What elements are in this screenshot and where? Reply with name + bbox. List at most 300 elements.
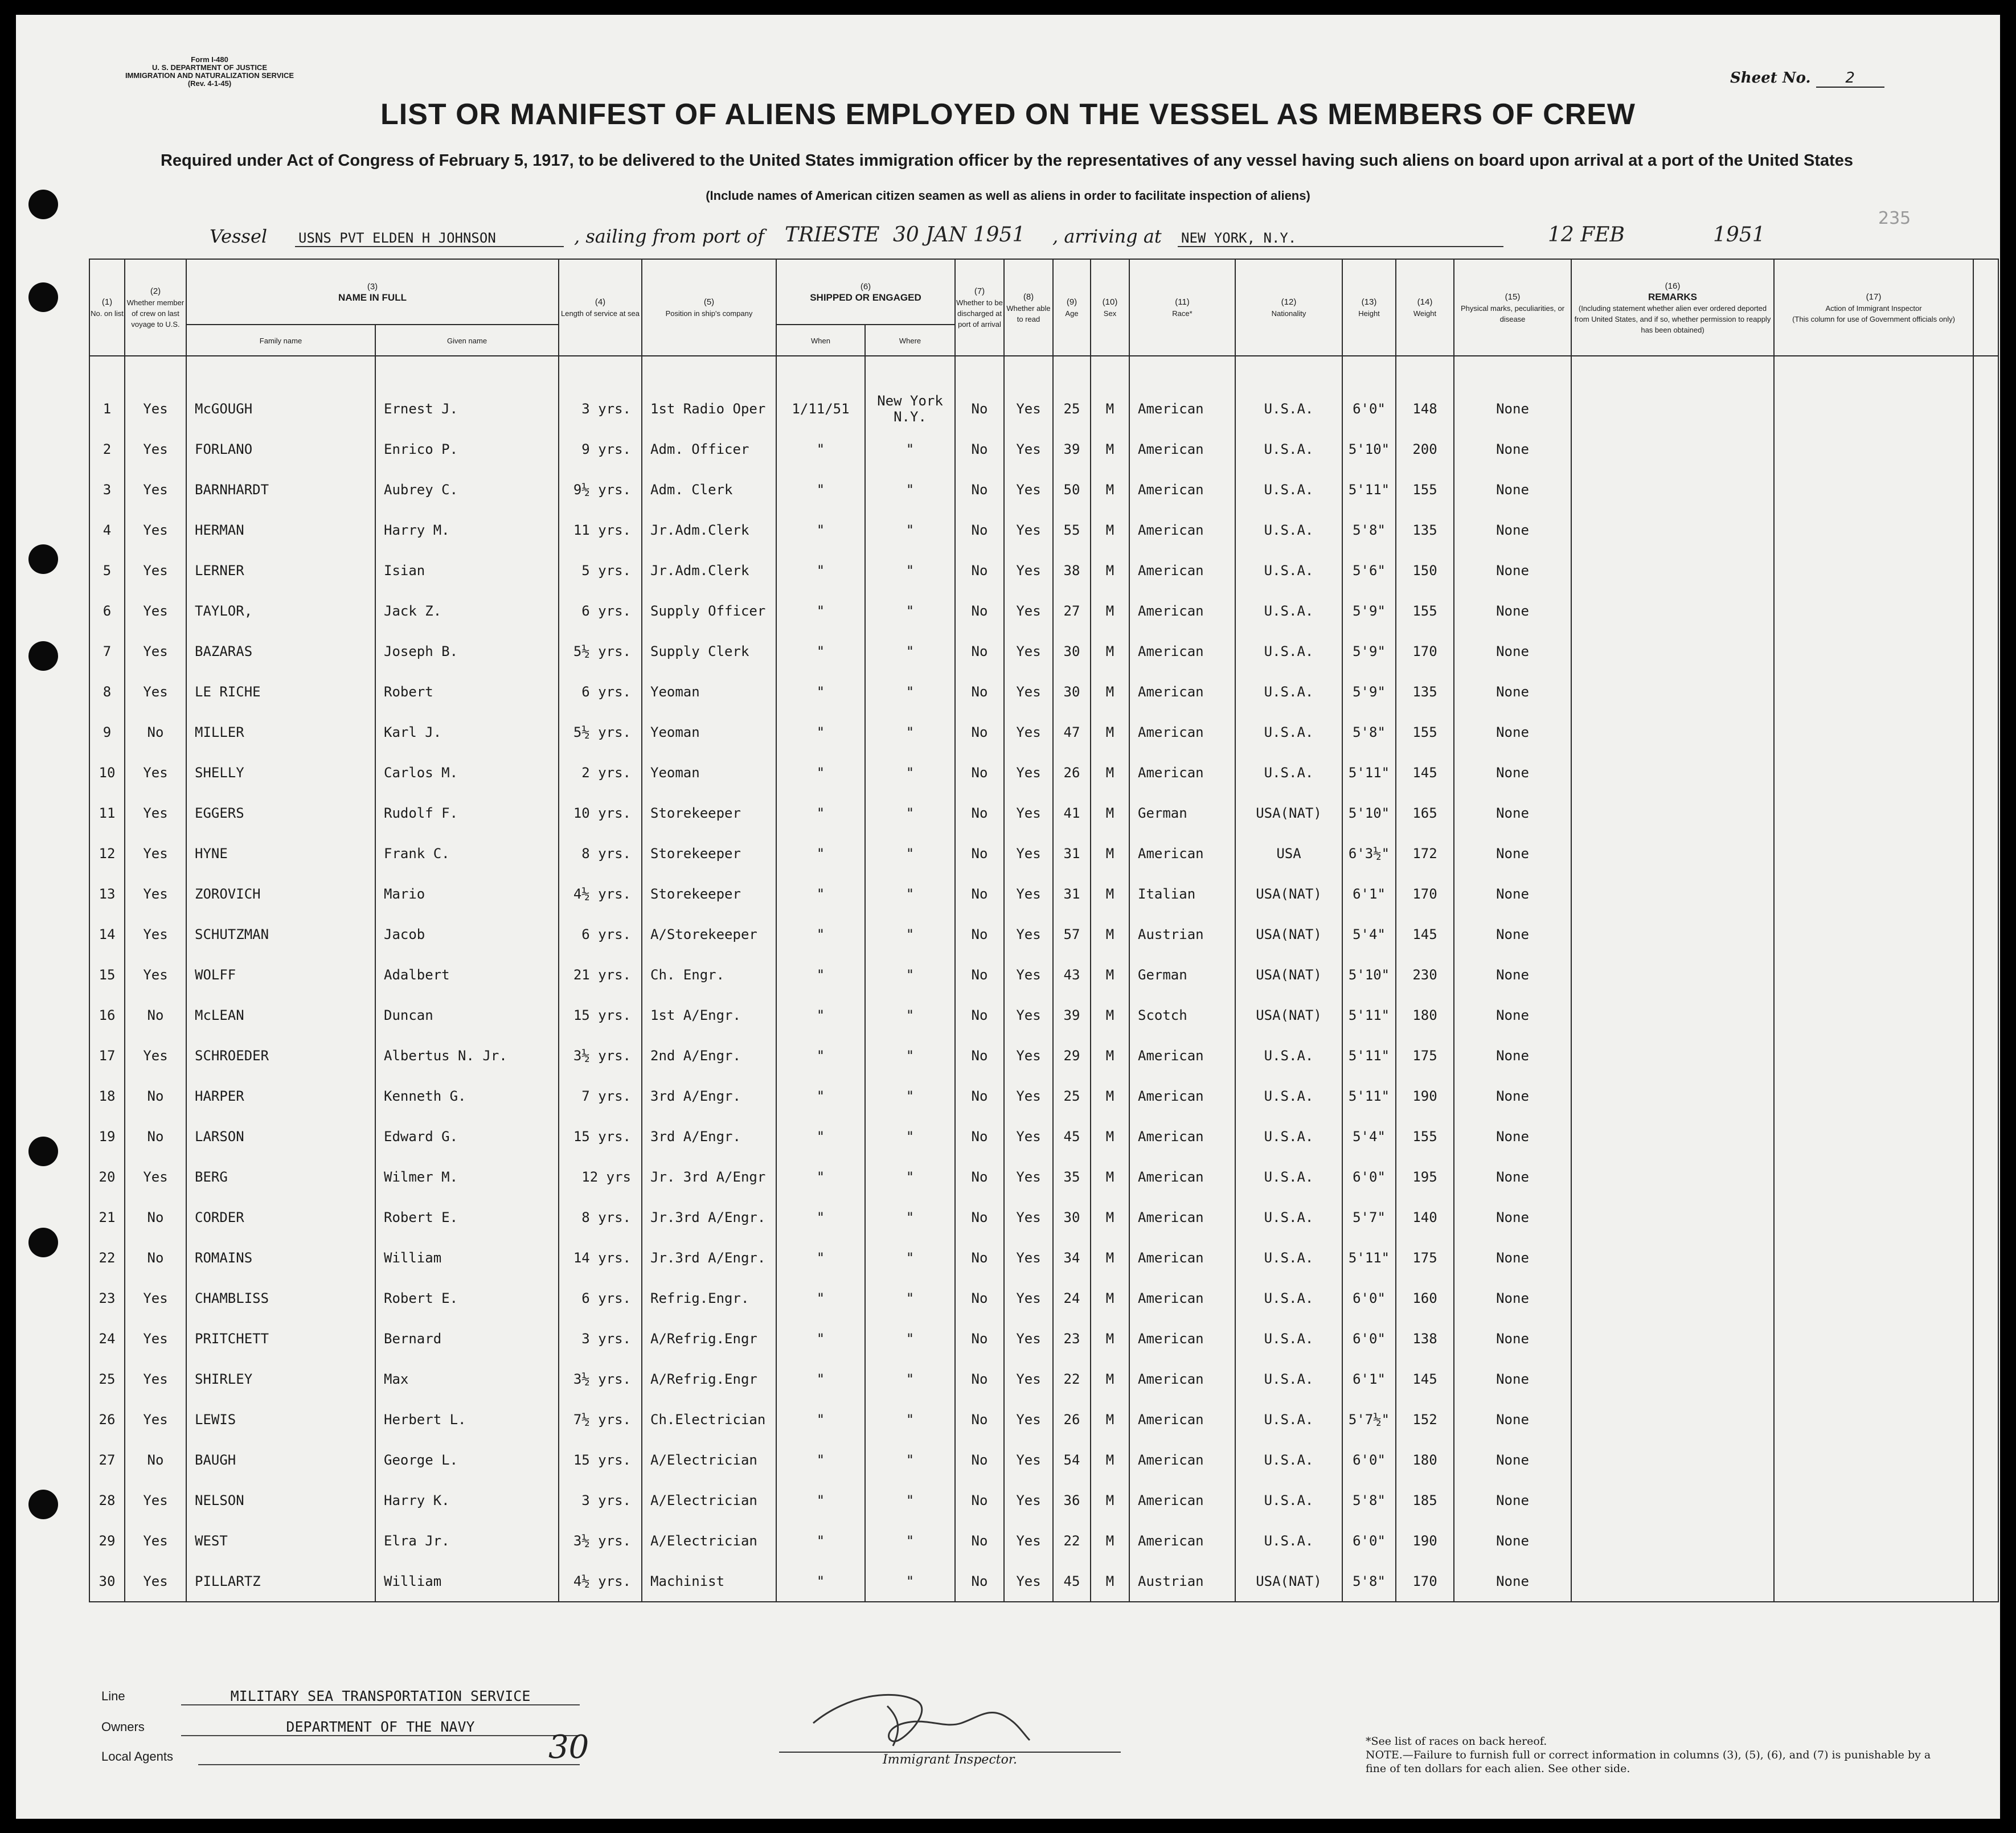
cell-when: " (776, 550, 865, 591)
cell-family-name: BAUGH (186, 1440, 375, 1480)
cell-blank (1973, 1318, 1998, 1359)
cell-height: 5'6" (1342, 550, 1396, 591)
cell-physical-marks: None (1454, 712, 1571, 752)
cell-weight: 165 (1396, 793, 1454, 833)
cell-when: " (776, 752, 865, 793)
cell-service: 3½ yrs. (559, 1359, 642, 1399)
table-row (89, 1359, 1998, 1399)
cell-no: 19 (89, 1116, 125, 1157)
cell-read: Yes (1004, 1440, 1053, 1480)
cell-age: 26 (1053, 752, 1091, 793)
cell-read: Yes (1004, 1561, 1053, 1602)
punch-hole (28, 641, 58, 671)
col-header-sex: (10) Sex (1091, 259, 1129, 356)
cell-service: 4½ yrs. (559, 1561, 642, 1602)
col-header-service: (4) Length of service at sea (559, 259, 642, 356)
cell-physical-marks: None (1454, 1116, 1571, 1157)
inspector-signature (802, 1683, 1041, 1752)
cell-inspector-action (1774, 954, 1973, 995)
cell-age: 25 (1053, 1076, 1091, 1116)
cell-age: 34 (1053, 1237, 1091, 1278)
punch-hole (28, 1228, 58, 1257)
cell-height: 6'1" (1342, 874, 1396, 914)
table-row (89, 1480, 1998, 1520)
cell-discharged: No (955, 1157, 1004, 1197)
footer-owners (101, 1720, 614, 1734)
cell-sex: M (1091, 712, 1129, 752)
cell-read: Yes (1004, 1480, 1053, 1520)
line-label: Line (101, 1689, 125, 1703)
cell-physical-marks: None (1454, 1237, 1571, 1278)
cell-physical-marks: None (1454, 1197, 1571, 1237)
cell-sex: M (1091, 752, 1129, 793)
cell-physical-marks: None (1454, 752, 1571, 793)
cell-weight: 190 (1396, 1520, 1454, 1561)
cell-age: 54 (1053, 1440, 1091, 1480)
cell-inspector-action (1774, 1561, 1973, 1602)
owners-value: DEPARTMENT OF THE NAVY (181, 1719, 580, 1736)
cell-age: 23 (1053, 1318, 1091, 1359)
cell-family-name: TAYLOR, (186, 591, 375, 631)
vessel-label: Vessel (210, 225, 268, 247)
footer-notes (1366, 1734, 1947, 1775)
cell-family-name: McLEAN (186, 995, 375, 1035)
cell-position: Adm. Officer (642, 429, 776, 469)
cell-last-voyage: Yes (125, 469, 186, 510)
cell-physical-marks: None (1454, 388, 1571, 429)
cell-last-voyage: Yes (125, 510, 186, 550)
cell-remarks (1571, 1076, 1774, 1116)
cell-given-name: George L. (375, 1440, 559, 1480)
cell-inspector-action (1774, 793, 1973, 833)
cell-given-name: Frank C. (375, 833, 559, 874)
cell-race: American (1129, 1318, 1235, 1359)
cell-service: 3 yrs. (559, 1480, 642, 1520)
cell-where: " (865, 469, 955, 510)
cell-race: American (1129, 712, 1235, 752)
cell-height: 6'3½" (1342, 833, 1396, 874)
cell-sex: M (1091, 833, 1129, 874)
cell-read: Yes (1004, 388, 1053, 429)
cell-physical-marks: None (1454, 671, 1571, 712)
cell-family-name: McGOUGH (186, 388, 375, 429)
cell-weight: 175 (1396, 1237, 1454, 1278)
cell-given-name: Mario (375, 874, 559, 914)
cell-no: 18 (89, 1076, 125, 1116)
cell-height: 6'1" (1342, 1359, 1396, 1399)
cell-weight: 180 (1396, 995, 1454, 1035)
cell-where: " (865, 954, 955, 995)
cell-remarks (1571, 954, 1774, 995)
cell-sex: M (1091, 469, 1129, 510)
cell-remarks (1571, 388, 1774, 429)
cell-remarks (1571, 591, 1774, 631)
cell-service: 21 yrs. (559, 954, 642, 995)
cell-remarks (1571, 671, 1774, 712)
cell-sex: M (1091, 1520, 1129, 1561)
departure-port: TRIESTE (785, 223, 880, 247)
cell-service: 6 yrs. (559, 591, 642, 631)
cell-discharged: No (955, 1480, 1004, 1520)
table-row (89, 914, 1998, 954)
cell-race: German (1129, 793, 1235, 833)
cell-last-voyage: Yes (125, 1157, 186, 1197)
cell-position: Jr.Adm.Clerk (642, 510, 776, 550)
cell-given-name: Albertus N. Jr. (375, 1035, 559, 1076)
cell-age: 24 (1053, 1278, 1091, 1318)
cell-sex: M (1091, 388, 1129, 429)
cell-race: American (1129, 1035, 1235, 1076)
cell-no: 10 (89, 752, 125, 793)
cell-when: " (776, 954, 865, 995)
cell-nationality: U.S.A. (1235, 1359, 1342, 1399)
cell-discharged: No (955, 914, 1004, 954)
cell-blank (1973, 752, 1998, 793)
table-row (89, 1157, 1998, 1197)
cell-where: " (865, 1359, 955, 1399)
cell-blank (1973, 1197, 1998, 1237)
cell-last-voyage: Yes (125, 1520, 186, 1561)
cell-remarks (1571, 550, 1774, 591)
cell-given-name: Elra Jr. (375, 1520, 559, 1561)
cell-discharged: No (955, 388, 1004, 429)
cell-when: " (776, 1561, 865, 1602)
cell-service: 7 yrs. (559, 1076, 642, 1116)
cell-read: Yes (1004, 671, 1053, 712)
col-header-read: (8) Whether able to read (1004, 259, 1053, 356)
cell-position: Machinist (642, 1561, 776, 1602)
penalty-note: NOTE.—Failure to furnish full or correct information in columns (3), (5), (6), and (7) is punishable by a fine of ten dollars for each alien. See other side. (1366, 1749, 1931, 1775)
cell-family-name: WOLFF (186, 954, 375, 995)
cell-discharged: No (955, 1318, 1004, 1359)
cell-remarks (1571, 1480, 1774, 1520)
cell-remarks (1571, 1278, 1774, 1318)
cell-weight: 135 (1396, 510, 1454, 550)
cell-no: 25 (89, 1359, 125, 1399)
cell-nationality: U.S.A. (1235, 1237, 1342, 1278)
cell-race: Italian (1129, 874, 1235, 914)
cell-blank (1973, 429, 1998, 469)
cell-given-name: Harry K. (375, 1480, 559, 1520)
cell-when: " (776, 429, 865, 469)
cell-nationality: U.S.A. (1235, 388, 1342, 429)
cell-blank (1973, 1359, 1998, 1399)
col-header-age: (9) Age (1053, 259, 1091, 356)
col-header-last-voyage: (2) Whether member of crew on last voyage to U.S. (125, 259, 186, 356)
cell-where: " (865, 1440, 955, 1480)
cell-age: 39 (1053, 429, 1091, 469)
cell-no: 13 (89, 874, 125, 914)
cell-given-name: Herbert L. (375, 1399, 559, 1440)
cell-age: 39 (1053, 995, 1091, 1035)
cell-position: Jr.3rd A/Engr. (642, 1197, 776, 1237)
cell-discharged: No (955, 1116, 1004, 1157)
cell-read: Yes (1004, 954, 1053, 995)
cell-nationality: USA (1235, 833, 1342, 874)
inspector-label: Immigrant Inspector. (779, 1752, 1121, 1767)
cell-race: Scotch (1129, 995, 1235, 1035)
cell-family-name: LE RICHE (186, 671, 375, 712)
punch-hole (28, 1137, 58, 1166)
cell-blank (1973, 1561, 1998, 1602)
cell-discharged: No (955, 833, 1004, 874)
cell-position: Refrig.Engr. (642, 1278, 776, 1318)
cell-service: 15 yrs. (559, 1440, 642, 1480)
page-subtitle: Required under Act of Congress of February 5, 1917, to be delivered to the United States immigration officer by the representatives of any vessel having such aliens on board upon arrival at a port of the United States (160, 151, 1854, 170)
cell-inspector-action (1774, 712, 1973, 752)
cell-race: American (1129, 671, 1235, 712)
cell-family-name: NELSON (186, 1480, 375, 1520)
cell-family-name: WEST (186, 1520, 375, 1561)
cell-discharged: No (955, 1561, 1004, 1602)
cell-blank (1973, 995, 1998, 1035)
cell-sex: M (1091, 510, 1129, 550)
cell-height: 5'8" (1342, 712, 1396, 752)
cell-last-voyage: No (125, 1440, 186, 1480)
cell-where: " (865, 1399, 955, 1440)
cell-height: 6'0" (1342, 1157, 1396, 1197)
cell-discharged: No (955, 793, 1004, 833)
cell-no: 20 (89, 1157, 125, 1197)
punch-hole (28, 544, 58, 574)
cell-physical-marks: None (1454, 1318, 1571, 1359)
cell-race: American (1129, 1520, 1235, 1561)
cell-weight: 172 (1396, 833, 1454, 874)
col-header-inspector-action: (17) Action of Immigrant Inspector (This column for use of Government officials only) (1774, 259, 1973, 356)
spacer-row (89, 356, 1998, 388)
cell-weight: 155 (1396, 469, 1454, 510)
cell-nationality: U.S.A. (1235, 591, 1342, 631)
cell-nationality: USA(NAT) (1235, 954, 1342, 995)
cell-family-name: SCHUTZMAN (186, 914, 375, 954)
cell-when: " (776, 1197, 865, 1237)
cell-physical-marks: None (1454, 1278, 1571, 1318)
cell-no: 2 (89, 429, 125, 469)
cell-service: 9½ yrs. (559, 469, 642, 510)
cell-when: 1/11/51 (776, 388, 865, 429)
cell-position: Yeoman (642, 752, 776, 793)
cell-service: 10 yrs. (559, 793, 642, 833)
cell-read: Yes (1004, 591, 1053, 631)
table-row (89, 591, 1998, 631)
agents-label: Local Agents (101, 1749, 173, 1764)
cell-discharged: No (955, 1237, 1004, 1278)
cell-position: 1st A/Engr. (642, 995, 776, 1035)
cell-last-voyage: Yes (125, 631, 186, 671)
cell-discharged: No (955, 752, 1004, 793)
cell-weight: 200 (1396, 429, 1454, 469)
cell-no: 3 (89, 469, 125, 510)
table-row (89, 1076, 1998, 1116)
form-number: Form I-480 (191, 55, 228, 64)
cell-family-name: LEWIS (186, 1399, 375, 1440)
cell-position: A/Refrig.Engr (642, 1318, 776, 1359)
cell-no: 24 (89, 1318, 125, 1359)
cell-age: 25 (1053, 388, 1091, 429)
cell-discharged: No (955, 1520, 1004, 1561)
cell-no: 9 (89, 712, 125, 752)
cell-height: 5'8" (1342, 1480, 1396, 1520)
cell-where: " (865, 1520, 955, 1561)
cell-position: 1st Radio Oper (642, 388, 776, 429)
cell-where: " (865, 1116, 955, 1157)
cell-sex: M (1091, 429, 1129, 469)
cell-physical-marks: None (1454, 833, 1571, 874)
cell-sex: M (1091, 631, 1129, 671)
table-row (89, 550, 1998, 591)
cell-no: 23 (89, 1278, 125, 1318)
cell-no: 27 (89, 1440, 125, 1480)
cell-weight: 145 (1396, 1359, 1454, 1399)
cell-remarks (1571, 874, 1774, 914)
cell-physical-marks: None (1454, 1520, 1571, 1561)
form-department: U. S. DEPARTMENT OF JUSTICE (152, 63, 267, 72)
cell-age: 45 (1053, 1116, 1091, 1157)
cell-weight: 138 (1396, 1318, 1454, 1359)
table-row (89, 510, 1998, 550)
cell-last-voyage: Yes (125, 752, 186, 793)
cell-no: 21 (89, 1197, 125, 1237)
cell-read: Yes (1004, 510, 1053, 550)
col-header-nationality: (12) Nationality (1235, 259, 1342, 356)
cell-given-name: Adalbert (375, 954, 559, 995)
cell-race: American (1129, 510, 1235, 550)
cell-last-voyage: Yes (125, 1561, 186, 1602)
cell-remarks (1571, 1116, 1774, 1157)
handwritten-count: 30 (548, 1729, 589, 1766)
cell-physical-marks: None (1454, 914, 1571, 954)
cell-position: A/Refrig.Engr (642, 1359, 776, 1399)
cell-last-voyage: Yes (125, 550, 186, 591)
cell-nationality: U.S.A. (1235, 429, 1342, 469)
cell-physical-marks: None (1454, 1440, 1571, 1480)
cell-service: 15 yrs. (559, 1116, 642, 1157)
cell-no: 1 (89, 388, 125, 429)
cell-position: A/Electrician (642, 1440, 776, 1480)
cell-physical-marks: None (1454, 1399, 1571, 1440)
cell-age: 27 (1053, 591, 1091, 631)
cell-age: 50 (1053, 469, 1091, 510)
cell-remarks (1571, 752, 1774, 793)
cell-given-name: Duncan (375, 995, 559, 1035)
corner-number: 235 (1878, 208, 1911, 228)
cell-family-name: HERMAN (186, 510, 375, 550)
cell-weight: 230 (1396, 954, 1454, 995)
cell-nationality: U.S.A. (1235, 631, 1342, 671)
race-note: *See list of races on back hereof. (1366, 1735, 1547, 1748)
manifest-body (89, 356, 1998, 1602)
cell-no: 30 (89, 1561, 125, 1602)
cell-inspector-action (1774, 874, 1973, 914)
table-row (89, 833, 1998, 874)
cell-read: Yes (1004, 550, 1053, 591)
cell-when: " (776, 1359, 865, 1399)
cell-when: " (776, 1520, 865, 1561)
cell-weight: 135 (1396, 671, 1454, 712)
cell-sex: M (1091, 1561, 1129, 1602)
cell-sex: M (1091, 1359, 1129, 1399)
cell-sex: M (1091, 954, 1129, 995)
cell-weight: 170 (1396, 1561, 1454, 1602)
cell-read: Yes (1004, 995, 1053, 1035)
cell-where: " (865, 995, 955, 1035)
cell-height: 6'0" (1342, 1440, 1396, 1480)
cell-no: 22 (89, 1237, 125, 1278)
cell-given-name: Kenneth G. (375, 1076, 559, 1116)
cell-where: " (865, 1237, 955, 1278)
cell-nationality: USA(NAT) (1235, 914, 1342, 954)
cell-height: 6'0" (1342, 1520, 1396, 1561)
cell-remarks (1571, 712, 1774, 752)
cell-inspector-action (1774, 1116, 1973, 1157)
cell-where: " (865, 631, 955, 671)
cell-discharged: No (955, 469, 1004, 510)
cell-discharged: No (955, 510, 1004, 550)
cell-no: 12 (89, 833, 125, 874)
cell-sex: M (1091, 671, 1129, 712)
cell-given-name: Wilmer M. (375, 1157, 559, 1197)
cell-physical-marks: None (1454, 793, 1571, 833)
cell-position: Storekeeper (642, 793, 776, 833)
cell-family-name: ROMAINS (186, 1237, 375, 1278)
cell-last-voyage: Yes (125, 833, 186, 874)
cell-inspector-action (1774, 1359, 1973, 1399)
cell-nationality: U.S.A. (1235, 1035, 1342, 1076)
cell-age: 30 (1053, 671, 1091, 712)
cell-blank (1973, 914, 1998, 954)
cell-race: American (1129, 1399, 1235, 1440)
cell-race: American (1129, 1076, 1235, 1116)
cell-no: 4 (89, 510, 125, 550)
cell-inspector-action (1774, 1076, 1973, 1116)
arriving-label: , arriving at (1052, 225, 1162, 247)
cell-nationality: USA(NAT) (1235, 995, 1342, 1035)
cell-remarks (1571, 1359, 1774, 1399)
cell-position: 3rd A/Engr. (642, 1076, 776, 1116)
cell-family-name: PILLARTZ (186, 1561, 375, 1602)
col-header-when: When (776, 325, 865, 356)
table-row (89, 1440, 1998, 1480)
cell-weight: 152 (1396, 1399, 1454, 1440)
owners-label: Owners (101, 1720, 145, 1734)
cell-inspector-action (1774, 1520, 1973, 1561)
cell-remarks (1571, 631, 1774, 671)
col-header-position: (5) Position in ship's company (642, 259, 776, 356)
cell-sex: M (1091, 1399, 1129, 1440)
punch-hole (28, 282, 58, 312)
cell-when: " (776, 712, 865, 752)
cell-last-voyage: Yes (125, 1359, 186, 1399)
crew-manifest-table (89, 259, 1999, 1602)
sheet-value: 2 (1816, 69, 1884, 88)
cell-family-name: CHAMBLISS (186, 1278, 375, 1318)
cell-given-name: Karl J. (375, 712, 559, 752)
cell-blank (1973, 469, 1998, 510)
cell-family-name: HYNE (186, 833, 375, 874)
cell-age: 55 (1053, 510, 1091, 550)
cell-when: " (776, 1116, 865, 1157)
cell-race: American (1129, 1440, 1235, 1480)
cell-blank (1973, 510, 1998, 550)
cell-sex: M (1091, 874, 1129, 914)
cell-when: " (776, 1480, 865, 1520)
cell-when: " (776, 995, 865, 1035)
cell-position: Jr.3rd A/Engr. (642, 1237, 776, 1278)
col-header-where: Where (865, 325, 955, 356)
cell-position: Supply Officer (642, 591, 776, 631)
cell-inspector-action (1774, 591, 1973, 631)
cell-family-name: HARPER (186, 1076, 375, 1116)
